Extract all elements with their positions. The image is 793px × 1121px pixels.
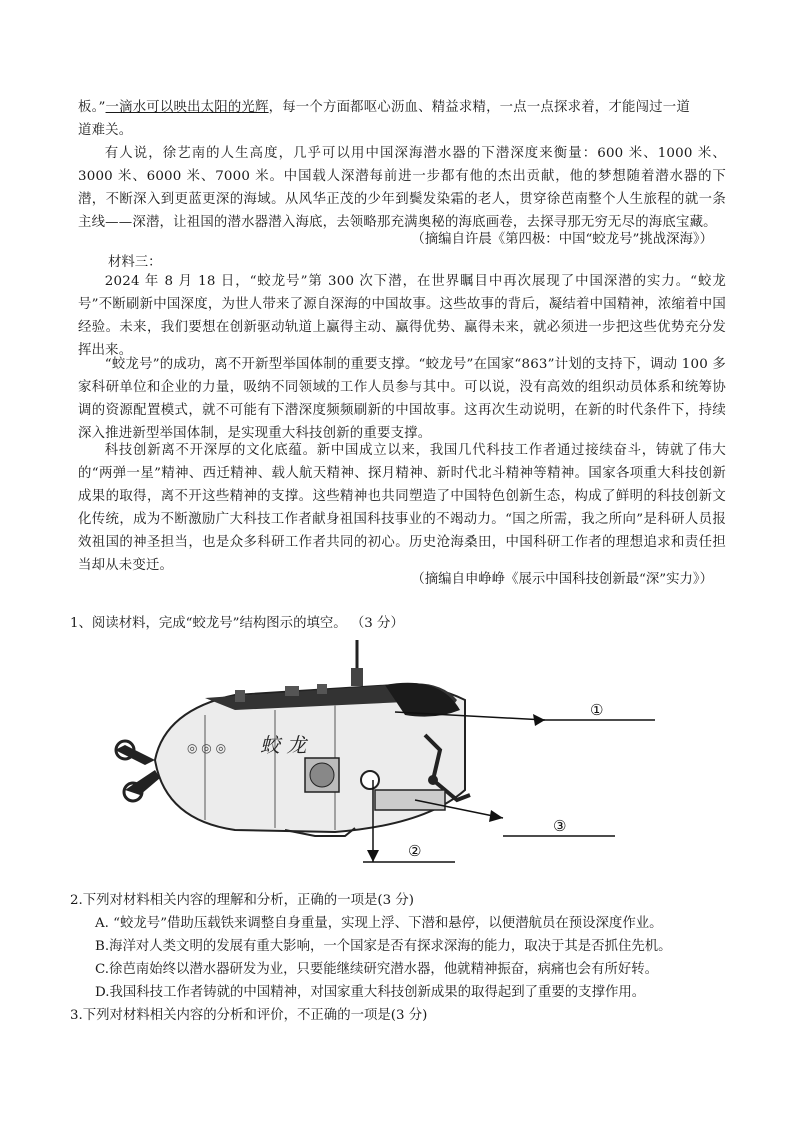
passage-line-2: 道难关。: [78, 123, 133, 138]
hull-name-text: 蛟 龙: [260, 733, 307, 757]
question-3: 3.下列对材料相关内容的分析和评价，不正确的一项是(3 分): [70, 1008, 428, 1023]
deck-equipment: [317, 684, 327, 694]
passage-paragraph-2: 有人说，徐艺南的人生高度，几乎可以用中国深海潜水器的下潜深度来衡量：600 米、1000 米、3000 米、6000 米、7000 米。中国载人深潜每前进一步都有他的杰出贡献，他的梦想随着潜水器的下潜，不断深入到更蓝更深的海域。从风华正茂的少年到鬓发染霜的老人，贯穿徐芭南整个人生旅程的就一条主线——深潜，让祖国的潜水器潜入海底，去领略那充满奥秘的海底画卷，去探寻那无穷无尽的海底宝藏。: [78, 146, 726, 230]
question-1: 1、阅读材料，完成“蛟龙号”结构图示的填空。 （3 分）: [70, 616, 404, 631]
arrow-head-2: [367, 850, 379, 862]
viewport: [310, 763, 334, 787]
mast-base: [351, 668, 363, 686]
passage-line-1: 板。”一滴水可以映出太阳的光辉，每一个方面都呕心沥血、精益求精，一点一点探求着，才能闯过一道: [78, 100, 690, 115]
question-2-option-c: C.徐芭南始终以潜水器研发为业，只要能继续研究潜水器，他就精神振奋，病痛也会有所好转。: [95, 962, 659, 977]
sampling-basket: [375, 790, 445, 810]
blank-number-2: ②: [408, 842, 422, 860]
blank-number-3: ③: [553, 817, 567, 835]
source-citation-3: （摘编自申峥峥《展示中国科技创新最“深”实力》）: [411, 572, 713, 587]
question-2: 2.下列对材料相关内容的理解和分析，正确的一项是(3 分): [70, 893, 414, 908]
material3-paragraph-1: 2024 年 8 月 18 日，“蛟龙号”第 300 次下潜，在世界瞩目中再次展现了中国深潜的实力。“蛟龙号”不断刷新中国深度，为世人带来了源自深海的中国故事。这些故事的背后，凝结着中国精神，浓缩着中国经验。未来，我们要想在创新驱动轨道上赢得主动、赢得优势、赢得未来，就必须进一步把这些优势充分发挥出来。: [78, 274, 726, 358]
material3-label: 材料三：: [108, 255, 162, 270]
question-2-option-d: D.我国科技工作者铸就的中国精神，对国家重大科技创新成果的取得起到了重要的支撑作用。: [95, 985, 646, 1000]
material3-paragraph-3: 科技创新离不开深厚的文化底蕴。新中国成立以来，我国几代科技工作者通过接续奋斗，铸就了伟大的“两弹一星”精神、西迁精神、载人航天精神、探月精神、新时代北斗精神等精神。国家各项重大科技创新成果的取得，离不开这些精神的支撑。这些精神也共同塑造了中国特色创新生态，构成了鲜明的科技创新文化传统，成为不断激励广大科技工作者献身祖国科技事业的不竭动力。“国之所需，我之所向”是科研人员报效祖国的神圣担当，也是众多科研工作者共同的初心。历史沧海桑田，中国科研工作者的理想追求和责任担当却从未变迁。: [78, 443, 726, 573]
deck-equipment: [235, 690, 245, 702]
question-2-option-b: B.海洋对人类文明的发展有重大影响，一个国家是否有探求深海的能力，取决于其是否抓住先机。: [95, 939, 672, 954]
front-light: [361, 771, 379, 789]
jiaolong-structure-figure: [85, 640, 745, 875]
material3-paragraph-2: “蛟龙号”的成功，离不开新型举国体制的重要支撑。“蛟龙号”在国家“863”计划的支持下，调动 100 多家科研单位和企业的力量，吸纳不同领域的工作人员参与其中。可以说，没有高效的组织动员体系和统筹协调的资源配置模式，就不可能有下潜深度频频刷新的中国故事。这再次生动说明，在新的时代条件下，持续深入推进新型举国体制，是实现重大科技创新的重要支撑。: [78, 357, 726, 441]
underlined-phrase: 一滴水可以映出太阳的光辉: [105, 100, 269, 115]
question-2-option-a: A. “蛟龙号”借助压载铁来调整自身重量，实现上浮、下潜和悬停，以便潜航员在预设深度作业。: [95, 916, 663, 931]
blank-number-1: ①: [590, 701, 604, 719]
arrow-head-3: [489, 810, 503, 822]
hull-logo: ◎ ◎ ◎: [187, 741, 227, 755]
deck-equipment: [285, 686, 299, 696]
arm-joint: [428, 775, 438, 785]
source-citation-2: （摘编自许晨《第四极：中国“蛟龙号”挑战深海》）: [411, 232, 713, 247]
